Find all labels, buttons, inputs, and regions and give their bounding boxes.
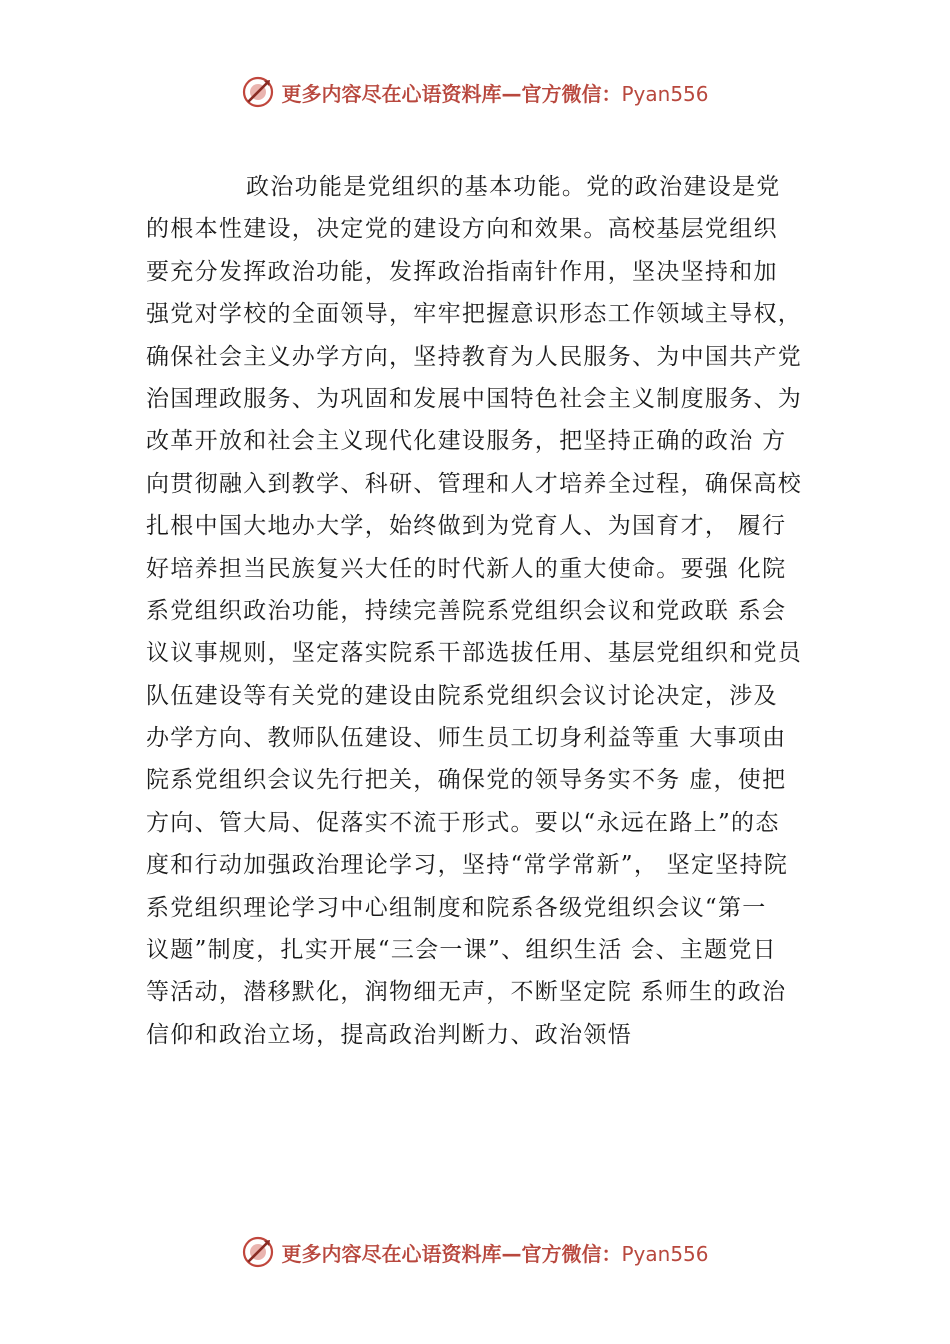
header-text: 更多内容尽在心语资料库—官方微信：Pyan556 <box>281 81 709 106</box>
text-line: 确保社会主义办学方向，坚持教育为人民服务、为中国共产党 <box>146 343 803 370</box>
header-handle: Pyan556 <box>621 81 709 106</box>
brand-logo-icon <box>241 75 275 109</box>
text-line: 强党对学校的全面领导，牢牢把握意识形态工作领域主导权， <box>146 301 803 328</box>
header-banner <box>0 72 950 112</box>
brand-logo-icon <box>241 1235 275 1269</box>
text-line: 办学方向、教师队伍建设、师生员工切身利益等重 大事项由 <box>146 725 787 752</box>
text-line: 好培养担当民族复兴大任的时代新人的重大使命。要强 化院 <box>146 555 787 582</box>
text-line: 改革开放和社会主义现代化建设服务，把坚持正确的政治 方 <box>146 428 787 455</box>
footer-handle: Pyan556 <box>621 1241 709 1266</box>
footer-text: 更多内容尽在心语资料库—官方微信：Pyan556 <box>281 1241 709 1266</box>
text-line: 方向、管大局、促落实不流于形式。要以“永远在路上”的态 <box>146 809 780 836</box>
footer-banner <box>0 1232 950 1272</box>
text-line: 要充分发挥政治功能，发挥政治指南针作用，坚决坚持和加 <box>146 258 778 285</box>
text-line: 议议事规则，坚定落实院系干部选拔任用、基层党组织和党员 <box>146 640 803 667</box>
text-line: 的根本性建设，决定党的建设方向和效果。高校基层党组织 <box>146 216 778 243</box>
text-line: 度和行动加强政治理论学习，坚持“常学常新”， 坚定坚持院 <box>146 852 789 879</box>
text-line: 治国理政服务、为巩固和发展中国特色社会主义制度服务、为 <box>146 385 803 412</box>
text-line: 队伍建设等有关党的建设由院系党组织会议讨论决定，涉及 <box>146 682 778 709</box>
text-line: 信仰和政治立场，提高政治判断力、政治领悟 <box>146 1021 632 1048</box>
text-line: 政治功能是党组织的基本功能。党的政治建设是党 <box>246 174 781 200</box>
text-line: 扎根中国大地办大学，始终做到为党育人、为国育才， 履行 <box>146 513 787 540</box>
text-line: 系党组织理论学习中心组制度和院系各级党组织会议“第一 <box>146 894 767 921</box>
text-line: 系党组织政治功能，持续完善院系党组织会议和党政联 系会 <box>146 597 787 624</box>
text-line: 向贯彻融入到教学、科研、管理和人才培养全过程，确保高校 <box>146 470 803 497</box>
document-body <box>146 166 836 1056</box>
text-line: 等活动，潜移默化，润物细无声，不断坚定院 系师生的政治 <box>146 979 787 1006</box>
text-line: 院系党组织会议先行把关，确保党的领导务实不务 虚，使把 <box>146 767 787 794</box>
text-line: 议题”制度，扎实开展“三会一课”、组织生活 会、主题党日 <box>146 937 777 964</box>
